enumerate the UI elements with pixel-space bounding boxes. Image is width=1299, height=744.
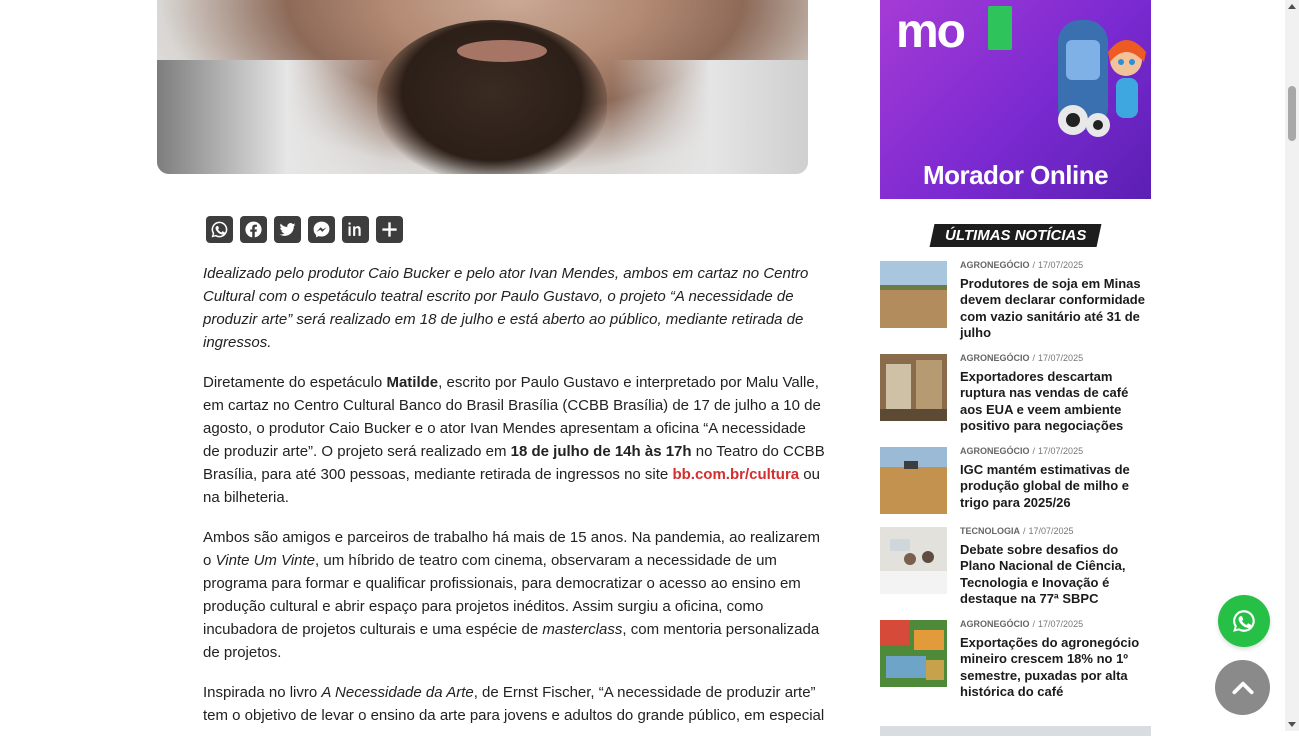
news-meta: TECNOLOGIA / 17/07/2025 (960, 526, 1074, 536)
text: Diretamente do espetáculo (203, 374, 387, 391)
text: , um híbrido de teatro com cinema, observaram a necessidade de um programa para formar e qualificar profissionais, para democratizar o acesso ao ensino em produção cultural e abrir espaço para projetos inéditos. Assim surgiu a oficina, como incubadora de projetos culturais e uma espécie de (203, 552, 801, 638)
share-messenger-button[interactable] (308, 216, 335, 243)
back-to-top-button[interactable] (1215, 660, 1270, 715)
article-hero-image (157, 0, 808, 174)
news-title[interactable]: Exportações do agronegócio mineiro crescem 18% no 1º semestre, puxadas por alta histórica do café (960, 635, 1140, 699)
news-date: 17/07/2025 (1038, 619, 1084, 629)
share-more-button[interactable] (376, 216, 403, 243)
scroll-up-arrow-icon[interactable] (1288, 4, 1296, 9)
show-name: Matilde (386, 374, 439, 391)
share-linkedin-button[interactable] (342, 216, 369, 243)
news-category[interactable]: TECNOLOGIA (960, 526, 1020, 536)
whatsapp-icon (210, 220, 229, 239)
linkedin-icon (346, 220, 365, 239)
robot-illustration (1028, 0, 1148, 170)
news-thumbnail (880, 354, 947, 421)
news-thumbnail (880, 527, 947, 594)
news-date: 17/07/2025 (1028, 526, 1074, 536)
news-thumbnail (880, 620, 947, 687)
news-meta: AGRONEGÓCIO / 17/07/2025 (960, 260, 1084, 270)
news-category[interactable]: AGRONEGÓCIO (960, 619, 1030, 629)
share-facebook-button[interactable] (240, 216, 267, 243)
banner-brand: Morador Online (922, 160, 1109, 190)
news-title[interactable]: Debate sobre desafios do Plano Nacional de Ciência, Tecnologia e Inovação é destaque na 77ª SBPC (960, 542, 1126, 606)
scroll-down-arrow-icon[interactable] (1288, 722, 1296, 727)
news-meta: AGRONEGÓCIO / 17/07/2025 (960, 446, 1084, 456)
article-intro: Idealizado pelo produtor Caio Bucker e pelo ator Ivan Mendes, ambos em cartaz no Centro Cultural com o espetáculo teatral escrito por Paulo Gustavo, o projeto “A necessidade de produzir arte” será realizado em 18 de julho e está aberto ao público, mediante retirada de ingressos. (203, 265, 809, 351)
news-thumbnail (880, 447, 947, 514)
news-title[interactable]: Produtores de soja em Minas devem declarar conformidade com vazio sanitário até 31 de julho (960, 276, 1145, 340)
share-bar (206, 216, 403, 243)
banner-logo-mark (988, 6, 1012, 50)
article-paragraph (203, 681, 825, 727)
news-category[interactable]: AGRONEGÓCIO (960, 446, 1030, 456)
banner-logo: mo (896, 5, 964, 58)
messenger-icon (312, 220, 331, 239)
book-title: A Necessidade da Arte (321, 684, 474, 701)
text: , escrito por Paulo Gustavo e interpretado por Malu Valle, em cartaz no Centro Cultural Banco do Brasil Brasília (CCBB Brasília) de 17 de julho a 10 de agosto, o produtor Caio Bucker e o ator Ivan Mendes apresentam a oficina “A necessidade de produzir arte”. O projeto será realizado em (203, 374, 821, 460)
article-body (203, 262, 825, 744)
share-whatsapp-button[interactable] (206, 216, 233, 243)
project-title: Vinte Um Vinte (215, 552, 316, 569)
text: Ambos são amigos e parceiros de trabalho há mais de 15 anos. Na pandemia, ao realizarem o (203, 529, 821, 569)
text: Inspirada no livro (203, 684, 322, 701)
news-date: 17/07/2025 (1038, 260, 1084, 270)
news-date: 17/07/2025 (1038, 353, 1084, 363)
hero-lips (457, 40, 547, 62)
article-paragraph (203, 371, 825, 509)
whatsapp-icon (1231, 608, 1257, 634)
text: no Teatro do CCBB Brasília, para até 300 pessoas, mediante retirada de ingressos no site (203, 443, 825, 483)
masterclass-term: masterclass (542, 621, 623, 638)
culture-site-link[interactable]: bb.com.br/cultura (672, 466, 800, 483)
share-twitter-button[interactable] (274, 216, 301, 243)
news-meta: AGRONEGÓCIO / 17/07/2025 (960, 353, 1084, 363)
text: ou na bilheteria. (203, 466, 820, 506)
whatsapp-float-button[interactable] (1218, 595, 1270, 647)
news-meta: AGRONEGÓCIO / 17/07/2025 (960, 619, 1084, 629)
news-category[interactable]: AGRONEGÓCIO (960, 260, 1030, 270)
chevron-up-icon (1230, 675, 1256, 701)
event-datetime: 18 de julho de 14h às 17h (510, 443, 692, 460)
article-paragraph (203, 526, 825, 664)
morador-online-banner[interactable] (880, 0, 1151, 199)
scrollbar-thumb[interactable] (1288, 86, 1296, 141)
news-category[interactable]: AGRONEGÓCIO (960, 353, 1030, 363)
news-title[interactable]: Exportadores descartam ruptura nas vendas de café aos EUA e veem ambiente positivo para negociações (960, 369, 1129, 433)
twitter-icon (278, 220, 297, 239)
sidebar-next-widget (880, 726, 1151, 736)
news-date: 17/07/2025 (1038, 446, 1084, 456)
page-scrollbar[interactable] (1285, 0, 1299, 731)
facebook-icon (244, 220, 263, 239)
text: , com mentoria personalizada de projetos. (203, 621, 820, 661)
text: , de Ernst Fischer, “A necessidade de produzir arte” tem o objetivo de levar o ensino da arte para jovens e adultos do grande público, em especial (203, 684, 825, 724)
latest-news-title: ÚLTIMAS NOTÍCIAS (930, 224, 1102, 247)
news-thumbnail (880, 261, 947, 328)
news-title[interactable]: IGC mantém estimativas de produção global de milho e trigo para 2025/26 (960, 462, 1130, 510)
plus-icon (380, 220, 399, 239)
